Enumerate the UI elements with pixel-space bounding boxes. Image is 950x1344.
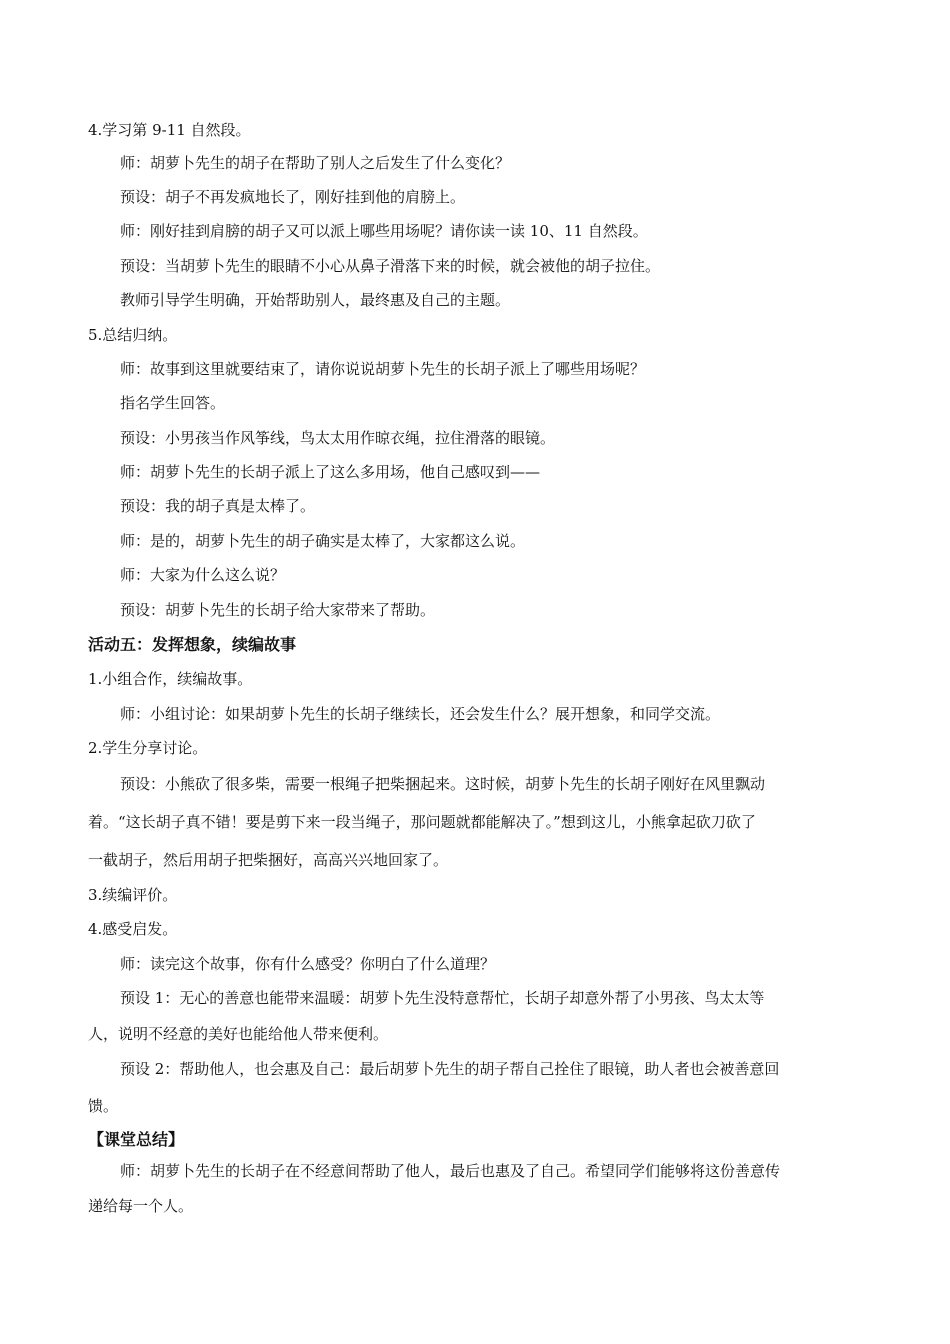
- preset-continuation: 一截胡子，然后用胡子把柴捆好，高高兴兴地回家了。: [88, 851, 449, 869]
- item-2-heading: 2.学生分享讨论。: [88, 739, 208, 757]
- teacher-line: 师：读完这个故事，你有什么感受？你明白了什么道理？: [120, 955, 496, 973]
- text-line: 指名学生回答。: [120, 394, 226, 412]
- preset-continuation: 人，说明不经意的美好也能给他人带来便利。: [88, 1025, 389, 1043]
- preset-1-line: 预设 1：无心的善意也能带来温暖：胡萝卜先生没特意帮忙，长胡子却意外帮了小男孩、鸟太太等: [120, 989, 765, 1007]
- teacher-line: 师：胡萝卜先生的长胡子派上了这么多用场，他自己感叹到——: [120, 463, 541, 481]
- item-3-heading: 3.续编评价。: [88, 886, 178, 904]
- preset-continuation: 馈。: [88, 1097, 119, 1115]
- item-4-heading: 4.学习第 9-11 自然段。: [88, 121, 251, 139]
- activity-5-heading: 活动五：发挥想象，续编故事: [88, 635, 297, 654]
- preset-2-line: 预设 2：帮助他人，也会惠及自己：最后胡萝卜先生的胡子帮自己拴住了眼镜，助人者也会被善意回: [120, 1060, 780, 1078]
- teacher-line: 师：刚好挂到肩膀的胡子又可以派上哪些用场呢？请你读一读 10、11 自然段。: [120, 222, 648, 240]
- teacher-line: 师：是的，胡萝卜先生的胡子确实是太棒了，大家都这么说。: [120, 532, 526, 550]
- item-5-heading: 5.总结归纳。: [88, 326, 178, 344]
- preset-line: 预设：我的胡子真是太棒了。: [120, 497, 316, 515]
- preset-continuation: 着。“这长胡子真不错！要是剪下来一段当绳子，那问题就都能解决了。”想到这儿，小熊拿起砍刀砍了: [88, 813, 756, 831]
- class-summary-heading: 【课堂总结】: [88, 1130, 185, 1149]
- teacher-line: 师：故事到这里就要结束了，请你说说胡萝卜先生的长胡子派上了哪些用场呢？: [120, 360, 646, 378]
- teacher-line: 师：胡萝卜先生的长胡子在不经意间帮助了他人，最后也惠及了自己。希望同学们能够将这份善意传: [120, 1162, 781, 1180]
- item-4b-heading: 4.感受启发。: [88, 920, 178, 938]
- preset-line: 预设：小熊砍了很多柴，需要一根绳子把柴捆起来。这时候，胡萝卜先生的长胡子刚好在风里飘动: [120, 775, 766, 793]
- teacher-line: 师：小组讨论：如果胡萝卜先生的长胡子继续长，还会发生什么？展开想象，和同学交流。: [120, 705, 721, 723]
- teacher-continuation: 递给每一个人。: [88, 1197, 194, 1215]
- preset-line: 预设：胡萝卜先生的长胡子给大家带来了帮助。: [120, 601, 436, 619]
- preset-line: 预设：小男孩当作风筝线，鸟太太用作晾衣绳，拉住滑落的眼镜。: [120, 429, 556, 447]
- teacher-line: 师：胡萝卜先生的胡子在帮助了别人之后发生了什么变化？: [120, 154, 511, 172]
- item-1-heading: 1.小组合作，续编故事。: [88, 670, 253, 688]
- preset-line: 预设：胡子不再发疯地长了，刚好挂到他的肩膀上。: [120, 188, 466, 206]
- preset-line: 预设：当胡萝卜先生的眼睛不小心从鼻子滑落下来的时候，就会被他的胡子拉住。: [120, 257, 661, 275]
- text-line: 教师引导学生明确，开始帮助别人，最终惠及自己的主题。: [120, 291, 511, 309]
- teacher-line: 师：大家为什么这么说？: [120, 566, 286, 584]
